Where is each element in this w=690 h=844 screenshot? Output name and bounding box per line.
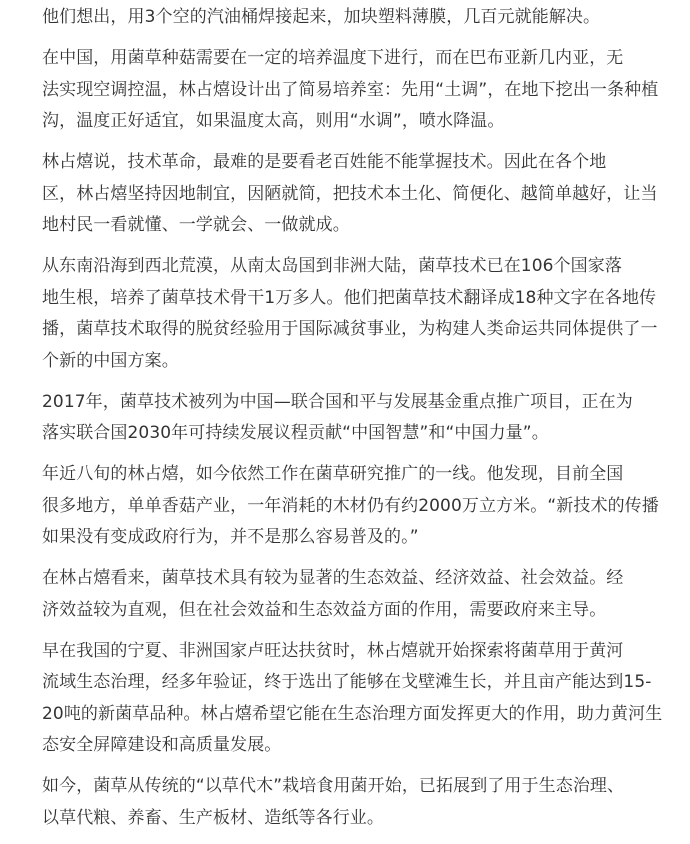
paragraph-line: 法实现空调控温，林占熺设计出了简易培养室：先用“土调”，在地下挖出一条种植	[42, 79, 659, 100]
paragraph-line: 如今，菌草从传统的“以草代木”栽培食用菌开始，已拓展到了用于生态治理、	[42, 776, 625, 796]
article-paragraph	[8, 387, 684, 450]
paragraph-line: 沟，温度正好适宜，如果温度太高，则用“水调”，喷水降温。	[42, 111, 505, 131]
article-paragraph	[8, 771, 684, 834]
paragraph-line: 地生根，培养了菌草技术骨干1万多人。他们把菌草技术翻译成18种文字在各地传	[42, 287, 657, 308]
paragraph-line: 林占熺说，技术革命，最难的是要看老百姓能不能掌握技术。因此在各个地	[42, 152, 607, 172]
paragraph-line: 态安全屏障建设和高质量发展。	[42, 735, 282, 755]
paragraph-line: 很多地方，单单香菇产业，一年消耗的木材仍有约2000万立方米。“新技术的传播	[42, 495, 659, 516]
paragraph-line: 2017年，菌草技术被列为中国—联合国和平与发展基金重点推广项目，正在为	[42, 391, 633, 412]
paragraph-line: 如果没有变成政府行为，并不是那么容易普及的。”	[42, 527, 419, 547]
paragraph-line: 流域生态治理，经多年验证，终于选出了能够在戈壁滩生长，并且亩产能达到15-	[42, 672, 652, 692]
paragraph-line: 播，菌草技术取得的脱贫经验用于国际减贫事业，为构建人类命运共同体提供了一	[42, 319, 658, 339]
paragraph-line: 在中国，用菌草种菇需要在一定的培养温度下进行，而在巴布亚新几内亚，无	[42, 48, 624, 68]
paragraph-line: 20吨的新菌草品种。林占熺希望它能在生态治理方面发挥更大的作用，助力黄河生	[42, 703, 663, 724]
article-paragraph	[8, 2, 684, 34]
article-paragraph	[8, 563, 684, 626]
paragraph-line: 以草代粮、养畜、生产板材、造纸等各行业。	[42, 807, 384, 828]
article-paragraph	[8, 147, 684, 242]
paragraph-line: 济效益较为直观，但在社会效益和生态效益方面的作用，需要政府来主导。	[42, 599, 607, 620]
paragraph-line: 年近八旬的林占熺，如今依然工作在菌草研究推广的一线。他发现，目前全国	[42, 464, 624, 484]
paragraph-line: 个新的中国方案。	[42, 350, 179, 371]
paragraph-line: 从东南沿海到西北荒漠，从南太岛国到非洲大陆，菌草技术已在106个国家落	[42, 256, 622, 276]
paragraph-line: 区，林占熺坚持因地制宜，因陋就简，把技术本土化、简便化、越简单越好，让当	[42, 183, 658, 204]
paragraph-line: 落实联合国2030年可持续发展议程贡献“中国智慧”和“中国力量”。	[42, 423, 549, 443]
paragraph-line: 在林占熺看来，菌草技术具有较为显著的生态效益、经济效益、社会效益。经	[42, 568, 624, 588]
paragraph-line: 地村民一看就懂、一学就会、一做就成。	[42, 215, 350, 235]
paragraph-line: 他们想出，用3个空的汽油桶焊接起来，加块塑料薄膜，几百元就能解决。	[42, 7, 601, 27]
article-paragraph	[8, 636, 684, 762]
article-paragraph	[8, 459, 684, 554]
article-paragraph	[8, 43, 684, 138]
paragraph-line: 早在我国的宁夏、非洲国家卢旺达扶贫时，林占熺就开始探索将菌草用于黄河	[42, 640, 624, 661]
article-paragraph	[8, 251, 684, 377]
